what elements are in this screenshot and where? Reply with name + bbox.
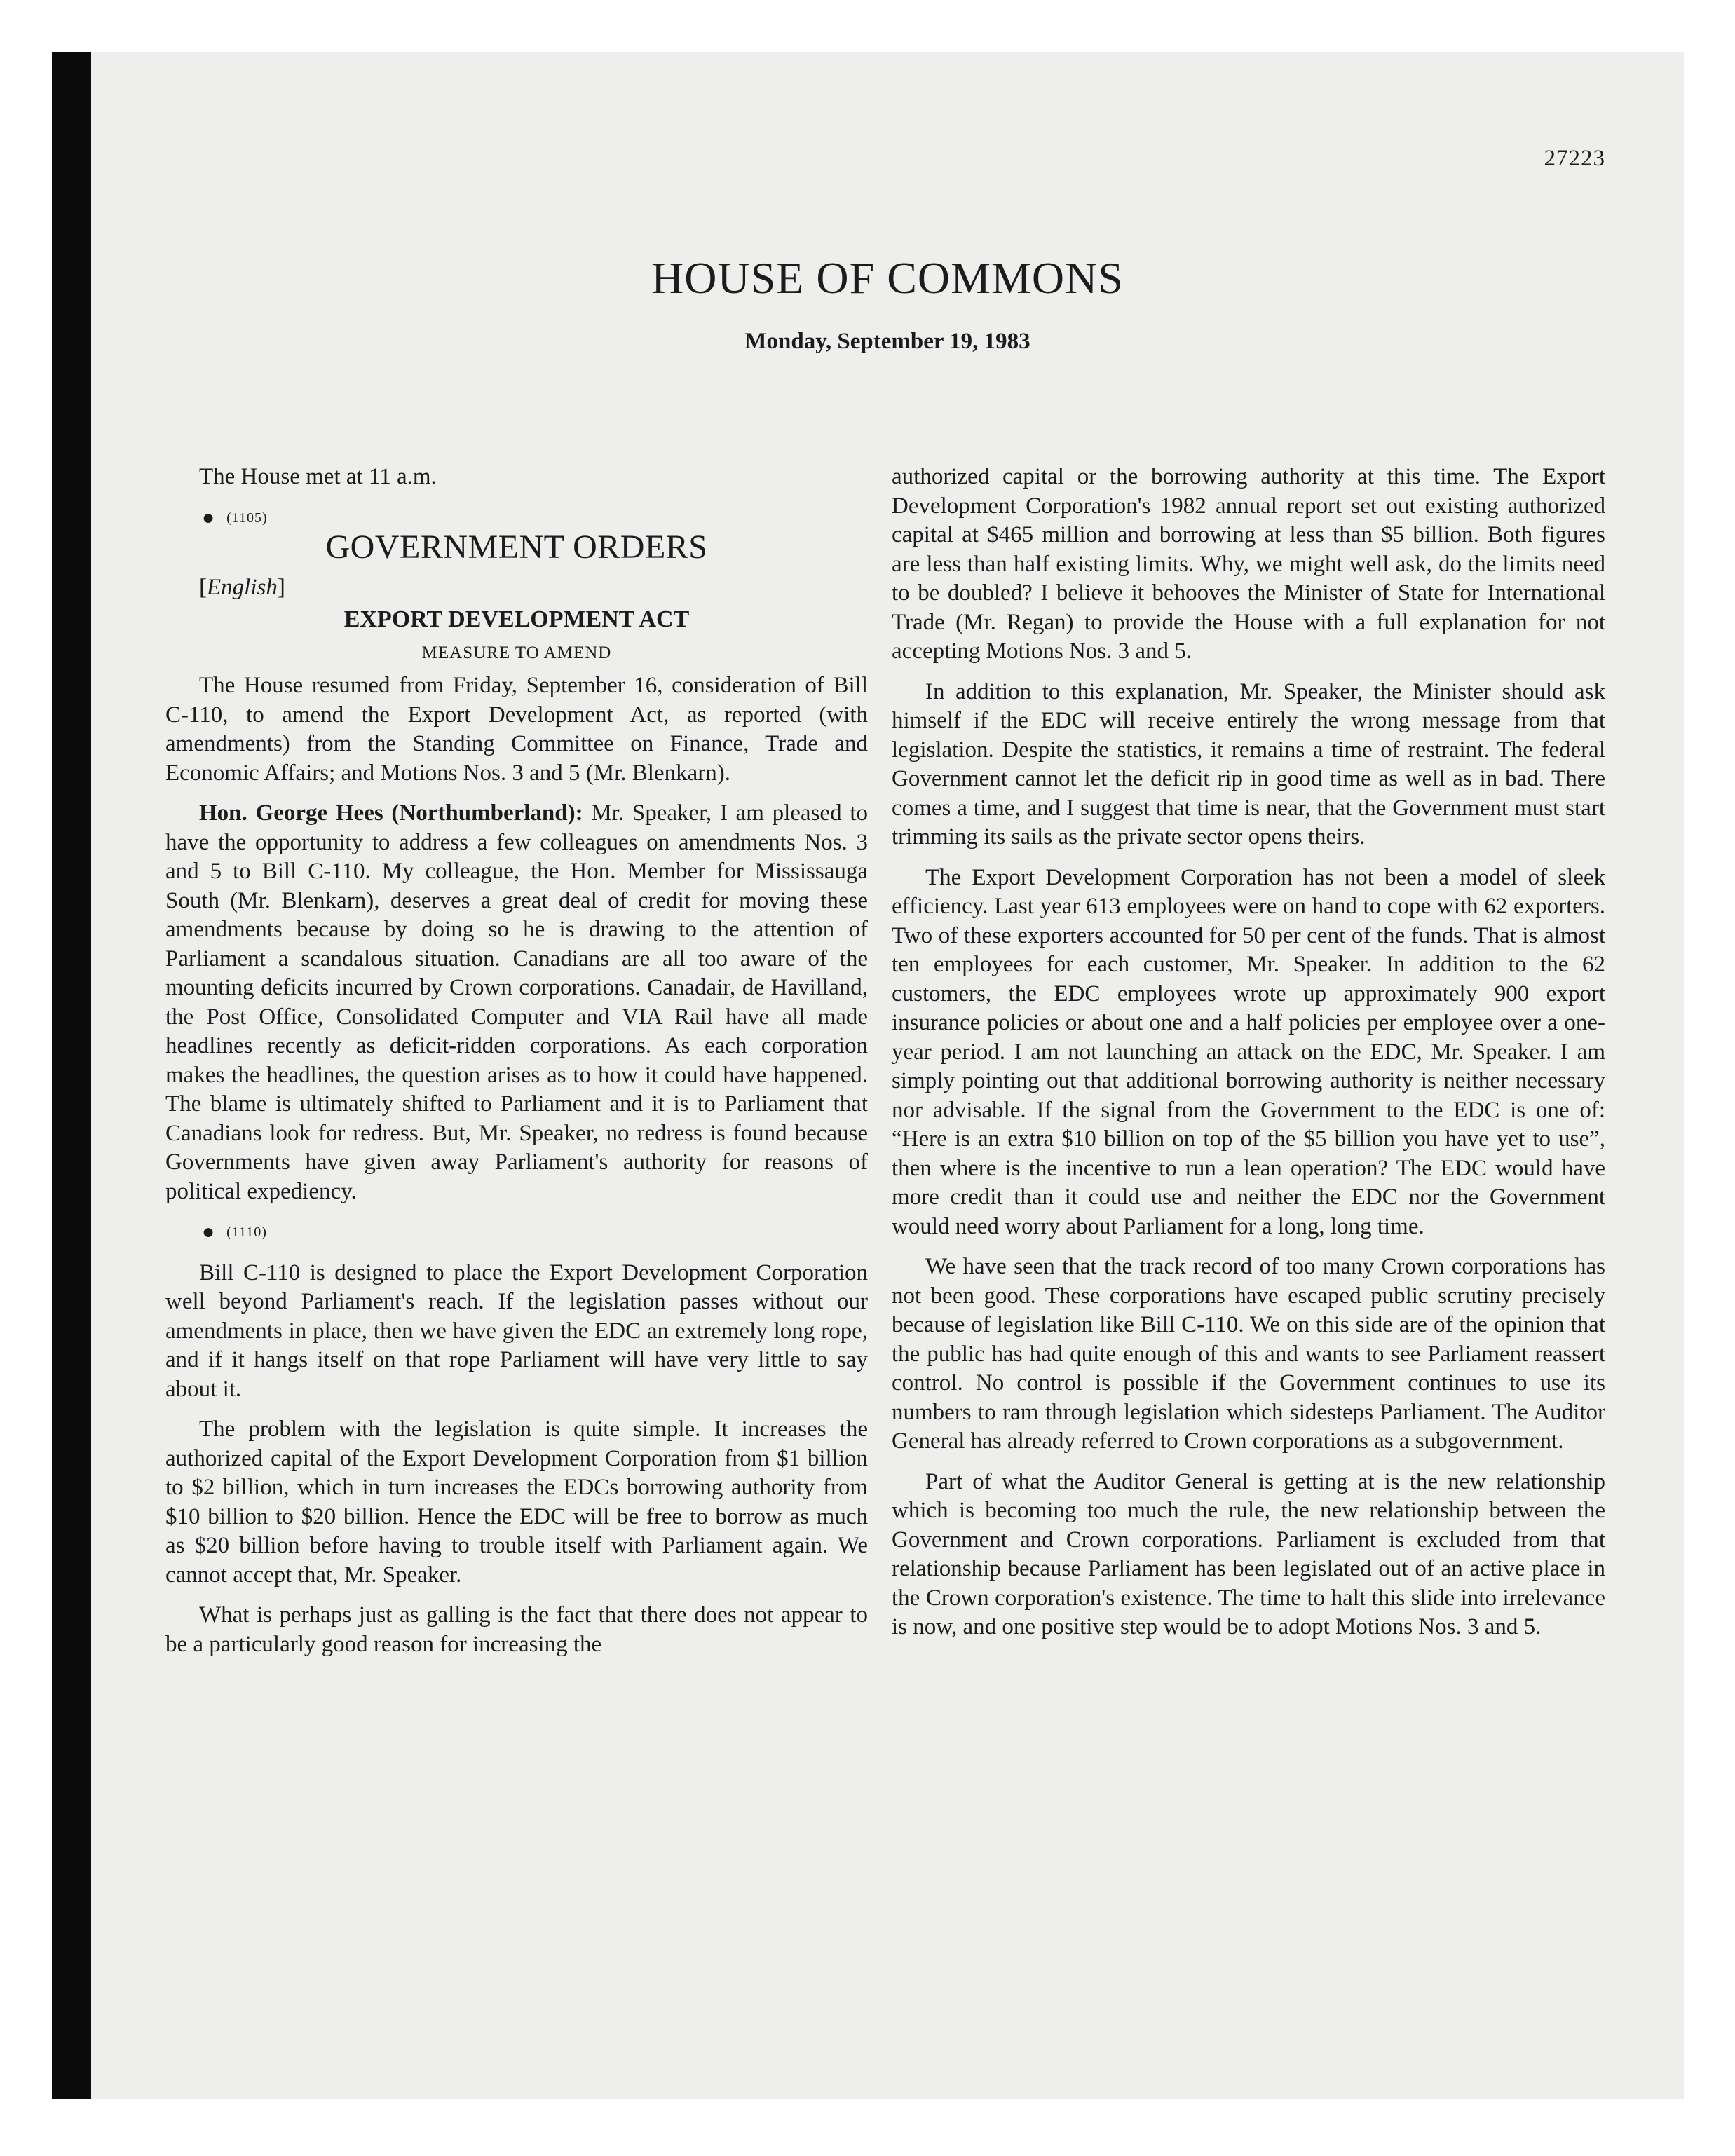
left-column — [165, 463, 868, 1659]
paragraph: In addition to this explanation, Mr. Speaker, the Minister should ask himself if the EDC will receive entirely the wrong message from that legislation. Despite the statistics, it remains a time of restraint. The federal Government cannot let the deficit rip in good time as well as in bad. There comes a time, and I suggest that time is near, that the Government must start trimming its sails as the private sector opens theirs. — [892, 678, 1605, 850]
bullet-icon: ● — [202, 1220, 216, 1243]
page-number: 27223 — [1544, 146, 1605, 171]
paragraph: The House resumed from Friday, September 16, consideration of Bill C-110, to amend the Export Development Act, as reported (with amendments) from the Standing Committee on Finance, Trade and Economic Affairs; and Motions Nos. 3 and 5 (Mr. Blenkarn). — [165, 673, 868, 786]
act-title: EXPORT DEVELOPMENT ACT — [343, 606, 690, 632]
paragraph: Part of what the Auditor General is getting at is the new relationship which is becoming too much the rule, the new relationship between the Government and Crown corporations. Parliament is excluded from that relationship because Parliament has been legislated out of an active place in the Crown corporation's existence. The time to halt this slide into irrelevance is now, and one positive step would be to adopt Motions Nos. 3 and 5. — [892, 1468, 1605, 1639]
paragraph: Hon. George Hees (Northumberland): Mr. Speaker, I am pleased to have the opportunity to address a few colleagues on amendments Nos. 3 and 5 to Bill C-110. My colleague, the Hon. Member for Mississauga South (Mr. Blenkarn), deserves a great deal of credit for moving these amendments because by doing so he is drawing to the attention of Parliament a scandalous situation. Canadians are all too aware of the mounting deficits incurred by Crown corporations. Canadair, de Havilland, the Post Office, Consolidated Computer and VIA Rail have all made headlines recently as deficit-ridden corporations. As each corporation makes the headlines, the question arises as to how it could have happened. The blame is ultimately shifted to Parliament and it is to Parliament that Canadians look for redress. But, Mr. Speaker, no redress is found because Governments have given away Parliament's authority for reasons of political expediency. — [165, 800, 868, 1204]
section-title: GOVERNMENT ORDERS — [325, 528, 708, 566]
paragraph: The problem with the legislation is quite simple. It increases the authorized capital of the Export Development Corporation from $1 billion to $2 billion, which in turn increases the EDCs borrowing authority from $10 billion to $20 billion. Hence the EDC will be free to borrow as much as $20 billion before having to trouble itself with Parliament again. We cannot accept that, Mr. Speaker. — [165, 1417, 868, 1588]
speaker-name: Hon. George Hees (Northumberland): — [199, 800, 583, 826]
scan-edge — [52, 52, 91, 2099]
language-tag: [English] — [199, 574, 285, 600]
paragraph: We have seen that the track record of too many Crown corporations has not been good. These corporations have escaped public scrutiny precisely because of legislation like Bill C-110. We on this side are of the opinion that the public has had quite enough of this and wants to see Parliament reassert control. No control is possible if the Government continues to use its numbers to ram through legislation which sidesteps Parliament. The Auditor General has already referred to Crown corporations as a subgovernment. — [892, 1254, 1605, 1454]
document-page — [91, 52, 1684, 2099]
paragraph: authorized capital or the borrowing authority at this time. The Export Development Corporation's 1982 annual report set out existing authorized capital at $465 million and borrowing at less than $5 billion. Both figures are less than half existing limits. Why, we might well ask, do the limits need to be doubled? I believe it behooves the Minister of State for International Trade (Mr. Regan) to provide the House with a full explanation for not accepting Motions Nos. 3 and 5. — [892, 464, 1605, 664]
bullet-icon: ● — [202, 505, 216, 529]
act-subtitle: MEASURE TO AMEND — [421, 643, 612, 662]
time-marker: ● (1105) — [202, 505, 268, 529]
sitting-date: Monday, September 19, 1983 — [744, 329, 1030, 354]
right-column — [892, 463, 1605, 1642]
masthead: HOUSE OF COMMONS — [651, 253, 1124, 303]
paragraph: What is perhaps just as galling is the fact that there does not appear to be a particularly good reason for increasing the — [165, 1602, 868, 1657]
sitting-time: The House met at 11 a.m. — [199, 464, 437, 489]
time-marker: ● (1110) — [202, 1220, 267, 1243]
paragraph: The Export Development Corporation has not been a model of sleek efficiency. Last year 613 employees were on hand to cope with 62 exporters. Two of these exporters accounted for 50 per cent of the funds. That is almost ten employees for each customer, Mr. Speaker. In addition to the 62 customers, the EDC employees wrote up approximately 900 export insurance policies or about one and a half policies per employee over a one-year period. I am not launching an attack on the EDC, Mr. Speaker. I am simply pointing out that additional borrowing authority is neither necessary nor advisable. If the signal from the Government to the EDC is one of: “Here is an extra $10 billion on top of the $5 billion you have yet to use”, then where is the incentive to run a lean operation? The EDC would have more credit than it could use and neither the EDC nor the Government would need worry about Parliament for a long, long time. — [892, 864, 1605, 1239]
paragraph: Bill C-110 is designed to place the Export Development Corporation well beyond Parliament's reach. If the legislation passes without our amendments in place, then we have given the EDC an extremely long rope, and if it hangs itself on that rope Parliament will have very little to say about it. — [165, 1260, 868, 1402]
